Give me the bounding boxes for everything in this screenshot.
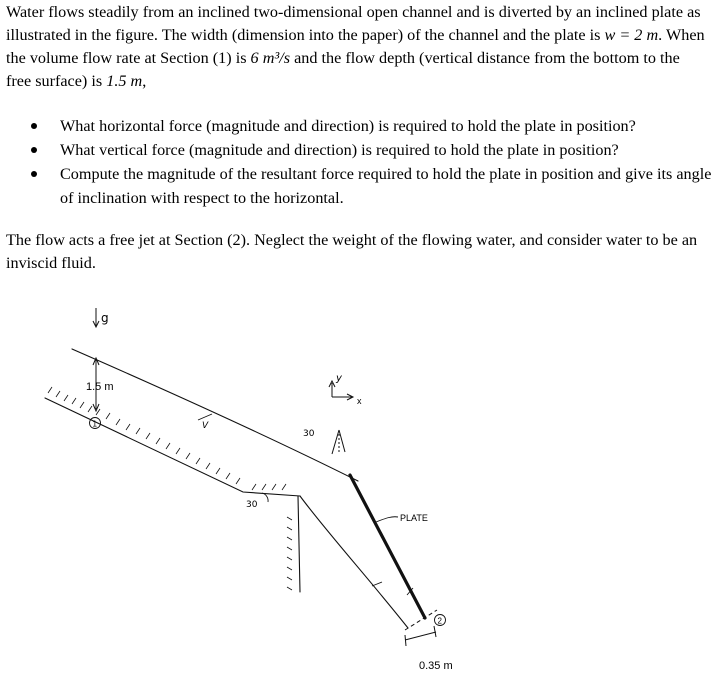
- section-2-label: 2: [437, 616, 442, 626]
- channel-bottom-line: [45, 398, 300, 496]
- plate-angle-label: 30: [303, 429, 315, 439]
- problem-statement: [6, 1, 708, 93]
- problem-note: The flow acts a free jet at Section (2). Neglect the weight of the flowing water, and consider water to be an inviscid fluid.: [6, 231, 698, 272]
- question-text: Compute the magnitude of the resultant force required to hold the plate in position and give its angle of inclination with respect to the horizontal.: [60, 165, 712, 207]
- bullet-icon: [31, 171, 37, 177]
- question-text: What vertical force (magnitude and direction) is required to hold the plate in position?: [60, 141, 619, 159]
- velocity-arrow-icon: [198, 414, 212, 420]
- section-1-label: 1: [92, 419, 97, 429]
- velocity-label: V: [202, 421, 209, 431]
- question-item: [0, 114, 713, 138]
- channel-wall-line: [298, 496, 300, 592]
- intro-text-4: ,: [142, 72, 147, 90]
- channel-angle-label: 30: [246, 500, 258, 510]
- outlet-width-label: 0.35 m: [419, 660, 453, 672]
- bullet-icon: [31, 123, 37, 129]
- flow-rate-value: 6 m³/s: [250, 49, 291, 67]
- gravity-arrow-icon: [93, 308, 99, 327]
- axis-x-label: x: [357, 396, 362, 406]
- width-value: w = 2 m: [604, 26, 659, 44]
- bullet-icon: [31, 147, 37, 153]
- axis-y-label: y: [336, 373, 342, 384]
- plate-angle-marker: [332, 430, 345, 454]
- channel-plate-figure: [0, 290, 713, 683]
- channel-hatching: [48, 387, 292, 590]
- plate-label: PLATE: [400, 513, 428, 523]
- intro-text-1: Water flows steadily from an inclined two-dimensional open channel and is diverted by an inclined plate as illustrated in the figure. The width (dimension into the paper) of the channel and the plate is: [6, 3, 701, 44]
- inclined-plate: [350, 475, 425, 618]
- question-text: What horizontal force (magnitude and direction) is required to hold the plate in position?: [60, 117, 636, 135]
- depth-label: 1.5 m: [86, 381, 114, 393]
- question-item: [0, 138, 713, 162]
- question-list: [0, 114, 713, 210]
- free-surface-line: [72, 349, 358, 481]
- intro-text-2: . When the volume flow rate at Section (1) is: [6, 26, 705, 67]
- jet-lower-surface: [300, 496, 408, 628]
- channel-angle-arc: [262, 493, 268, 502]
- depth-value: 1.5 m: [106, 72, 143, 90]
- outlet-dimension: [405, 626, 436, 646]
- question-item: [0, 162, 713, 210]
- intro-text-3: and the flow depth (vertical distance from the bottom to the free surface) is: [6, 49, 680, 90]
- plate-label-leader: [376, 517, 398, 522]
- gravity-label: g: [101, 311, 109, 325]
